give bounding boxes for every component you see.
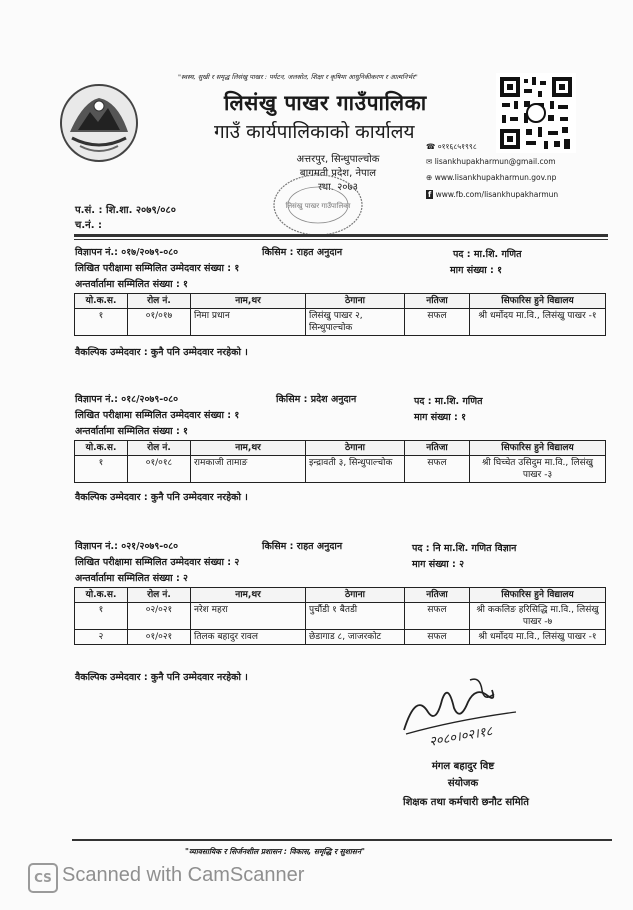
cell-address: इन्द्रावती ३, सिन्धुपाल्चोक bbox=[306, 456, 405, 483]
col-name: नाम,थर bbox=[191, 588, 306, 603]
cell-sn: २ bbox=[75, 630, 128, 645]
cell-school: श्री ककलिङ हरिसिद्धि मा.वि., लिसंखु पाखर -७ bbox=[470, 603, 606, 630]
col-roll: रोल नं. bbox=[128, 588, 191, 603]
signature-date: २०८०।०२।१८ bbox=[428, 724, 494, 750]
phone-number: ०११६८५१९९८ bbox=[437, 142, 477, 151]
signatory-role: संयोजक bbox=[447, 778, 479, 789]
camscanner-watermark: Scanned with CamScanner bbox=[62, 864, 305, 886]
table-row bbox=[75, 603, 606, 630]
municipality-title: लिसंखु पाखर गाउँपालिका bbox=[224, 91, 427, 115]
adv-number: विज्ञापन नं.: ०१७/२०७९-०८० bbox=[75, 247, 179, 258]
footer-divider bbox=[72, 839, 612, 841]
alternate-candidate: वैकल्पिक उम्मेदवार : कुनै पनि उम्मेदवार नरहेको । bbox=[75, 347, 248, 358]
office-subtitle: गाउँ कार्यपालिकाको कार्यालय bbox=[214, 121, 415, 143]
col-school: सिफारिस हुने विद्यालय bbox=[470, 588, 606, 603]
cell-result: सफल bbox=[405, 456, 470, 483]
result-table bbox=[74, 440, 606, 483]
cell-address: छेडागाड ८, जाजरकोट bbox=[306, 630, 405, 645]
col-school: सिफारिस हुने विद्यालय bbox=[470, 441, 606, 456]
seal-text: लिसंखु पाखर गाउँपालिका bbox=[285, 202, 351, 210]
table-row bbox=[75, 309, 606, 336]
demand-count: माग संख्या : १ bbox=[414, 412, 467, 423]
written-count: लिखित परीक्षामा सम्मिलित उम्मेदवार संख्या : २ bbox=[75, 557, 240, 568]
phone-contact bbox=[426, 142, 477, 152]
cell-address: पुर्चौडी १ बैतडी bbox=[306, 603, 405, 630]
interview-count: अन्तर्वार्तामा सम्मिलित संख्या : १ bbox=[75, 279, 188, 290]
address-line-2: बागमती प्रदेश, नेपाल bbox=[299, 168, 377, 179]
globe-icon: ⊕ bbox=[426, 173, 433, 182]
table-header-row bbox=[75, 441, 606, 456]
cell-result: सफल bbox=[405, 603, 470, 630]
cell-roll: ०१/०१७ bbox=[128, 309, 191, 336]
header-motto: "स्वस्थ, सुखी र समृद्ध लिसंखु पाखर : पर्यटन, जलस्रोत, शिक्षा र कृषिमा आधुनिकीकरण र आत्मनिर्भर" bbox=[178, 73, 418, 81]
alternate-candidate: वैकल्पिक उम्मेदवार : कुनै पनि उम्मेदवार नरहेको । bbox=[75, 492, 248, 503]
table-header-row bbox=[75, 294, 606, 309]
col-result: नतिजा bbox=[405, 441, 470, 456]
cell-result: सफल bbox=[405, 630, 470, 645]
cell-sn: १ bbox=[75, 603, 128, 630]
col-address: ठेगाना bbox=[306, 441, 405, 456]
col-address: ठेगाना bbox=[306, 588, 405, 603]
col-address: ठेगाना bbox=[306, 294, 405, 309]
interview-count: अन्तर्वार्तामा सम्मिलित संख्या : २ bbox=[75, 573, 188, 584]
address-line-3: स्था. २०७३ bbox=[318, 182, 358, 193]
col-sn: यो.क.स. bbox=[75, 588, 128, 603]
cell-school: श्री धर्मोदय मा.वि., लिसंखु पाखर -१ bbox=[470, 630, 606, 645]
cell-name: रामकाजी तामाङ bbox=[191, 456, 306, 483]
address-line-1: अत्तरपुर, सिन्धुपाल्चोक bbox=[296, 154, 380, 165]
col-school: सिफारिस हुने विद्यालय bbox=[470, 294, 606, 309]
col-roll: रोल नं. bbox=[128, 294, 191, 309]
email-address: lisankhupakharmun@gmail.com bbox=[434, 157, 556, 166]
written-count: लिखित परीक्षामा सम्मिलित उम्मेदवार संख्या : १ bbox=[75, 263, 240, 274]
col-sn: यो.क.स. bbox=[75, 441, 128, 456]
cell-sn: १ bbox=[75, 309, 128, 336]
cell-result: सफल bbox=[405, 309, 470, 336]
signatory-name: मंगल बहादुर विष्ट bbox=[431, 761, 495, 772]
post-name: पद : मा.शि. गणित bbox=[414, 396, 483, 407]
post-name: पद : मा.शि. गणित bbox=[453, 249, 522, 260]
post-name: पद : नि मा.शि. गणित विज्ञान bbox=[412, 543, 517, 554]
cell-roll: ०१/०२१ bbox=[128, 630, 191, 645]
email-icon: ✉ bbox=[426, 157, 433, 166]
result-table bbox=[74, 293, 606, 336]
col-name: नाम,थर bbox=[191, 294, 306, 309]
col-name: नाम,थर bbox=[191, 441, 306, 456]
cell-name: नरेश महरा bbox=[191, 603, 306, 630]
cell-roll: ०२/०२१ bbox=[128, 603, 191, 630]
header-divider-thin bbox=[74, 239, 608, 240]
written-count: लिखित परीक्षामा सम्मिलित उम्मेदवार संख्या : १ bbox=[75, 410, 240, 421]
dispatch-number: च.नं. : bbox=[75, 220, 102, 231]
footer-motto: "व्यावसायिक र सिर्जनशील प्रशासन : विकास, समृद्धि र सुशासन" bbox=[185, 847, 365, 856]
cell-school: श्री धर्मोदय मा.वि., लिसंखु पाखर -१ bbox=[470, 309, 606, 336]
col-roll: रोल नं. bbox=[128, 441, 191, 456]
demand-count: माग संख्या : १ bbox=[450, 265, 503, 276]
qr-code bbox=[496, 73, 576, 153]
demand-count: माग संख्या : २ bbox=[412, 559, 465, 570]
col-sn: यो.क.स. bbox=[75, 294, 128, 309]
handwritten-signature bbox=[396, 672, 546, 752]
grant-type: किसिम : राहत अनुदान bbox=[262, 247, 343, 258]
facebook-icon: f bbox=[428, 190, 432, 199]
reference-number: प.सं. : शि.शा. २०७९/०८० bbox=[75, 205, 176, 216]
website-contact bbox=[426, 173, 556, 182]
facebook-url: www.fb.com/lisankhupakharmun bbox=[435, 190, 559, 199]
cell-school: श्री घिच्चेत उसिदुम मा.वि., लिसंखु पाखर -३ bbox=[470, 456, 606, 483]
facebook-contact bbox=[426, 190, 558, 199]
header-divider bbox=[74, 234, 608, 237]
office-seal bbox=[270, 172, 366, 238]
table-row bbox=[75, 456, 606, 483]
cell-sn: १ bbox=[75, 456, 128, 483]
grant-type: किसिम : राहत अनुदान bbox=[262, 541, 343, 552]
interview-count: अन्तर्वार्तामा सम्मिलित संख्या : १ bbox=[75, 426, 188, 437]
result-table bbox=[74, 587, 606, 645]
alternate-candidate: वैकल्पिक उम्मेदवार : कुनै पनि उम्मेदवार नरहेको । bbox=[75, 672, 248, 683]
adv-number: विज्ञापन नं.: ०१८/२०७९-०८० bbox=[75, 394, 179, 405]
table-row bbox=[75, 630, 606, 645]
col-result: नतिजा bbox=[405, 588, 470, 603]
adv-number: विज्ञापन नं.: ०२१/२०७९-०८० bbox=[75, 541, 179, 552]
cell-address: लिसंखु पाखर २, सिन्धुपाल्चोक bbox=[306, 309, 405, 336]
emblem-logo bbox=[58, 82, 140, 164]
phone-icon: ☎ bbox=[426, 142, 436, 151]
committee-name: शिक्षक तथा कर्मचारी छनौट समिति bbox=[403, 797, 529, 808]
cell-name: तिलक बहादुर रावल bbox=[191, 630, 306, 645]
website-url: www.lisankhupakharmun.gov.np bbox=[434, 173, 557, 182]
camscanner-logo-icon: CS bbox=[28, 863, 58, 893]
grant-type: किसिम : प्रदेश अनुदान bbox=[276, 394, 357, 405]
col-result: नतिजा bbox=[405, 294, 470, 309]
table-header-row bbox=[75, 588, 606, 603]
cell-roll: ०१/०१८ bbox=[128, 456, 191, 483]
cell-name: निमा प्रधान bbox=[191, 309, 306, 336]
email-contact bbox=[426, 157, 556, 166]
